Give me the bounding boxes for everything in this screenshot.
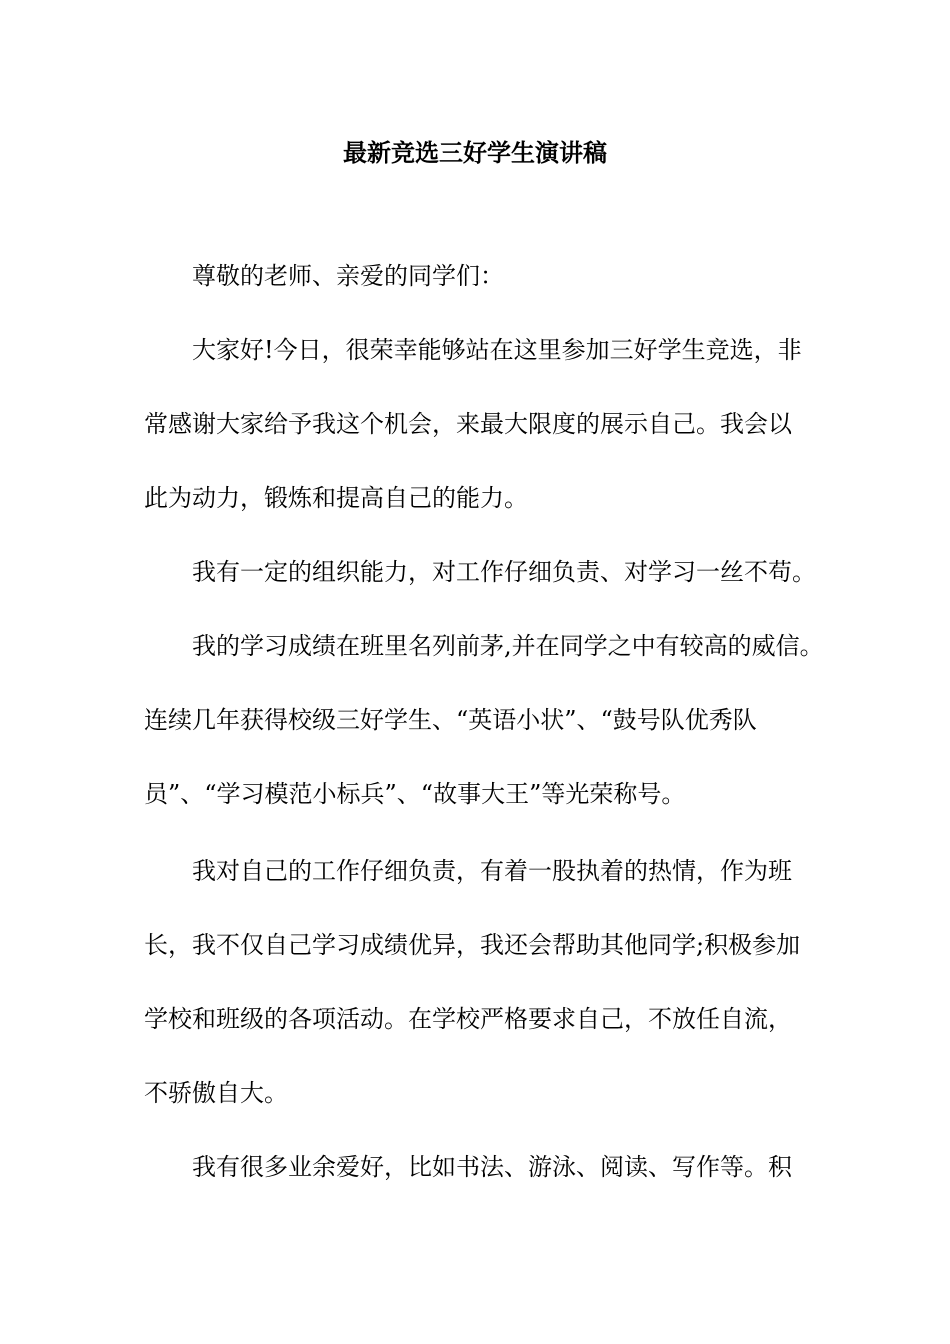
- body-line-13: 我有很多业余爱好，比如书法、游泳、阅读、写作等。积: [192, 1153, 792, 1181]
- body-line-10: 长，我不仅自己学习成绩优异，我还会帮助其他同学;积极参加: [144, 931, 801, 959]
- body-line-2: 大家好!今日，很荣幸能够站在这里参加三好学生竞选，非: [192, 336, 802, 364]
- body-line-4: 此为动力，锻炼和提高自己的能力。: [144, 484, 528, 512]
- body-line-9: 我对自己的工作仔细负责，有着一股执着的热情，作为班: [192, 857, 792, 885]
- body-line-11: 学校和班级的各项活动。在学校严格要求自己，不放任自流，: [144, 1005, 792, 1033]
- body-line-3: 常感谢大家给予我这个机会，来最大限度的展示自己。我会以: [144, 410, 792, 438]
- body-line-5: 我有一定的组织能力，对工作仔细负责、对学习一丝不苟。: [192, 558, 816, 586]
- body-line-8: 员”、“学习模范小标兵”、“故事大王”等光荣称号。: [144, 780, 686, 808]
- body-line-6: 我的学习成绩在班里名列前茅,并在同学之中有较高的威信。: [192, 632, 824, 660]
- body-line-12: 不骄傲自大。: [144, 1079, 288, 1107]
- body-line-1: 尊敬的老师、亲爱的同学们：: [192, 262, 504, 290]
- page-title: 最新竞选三好学生演讲稿: [343, 139, 607, 167]
- body-line-7: 连续几年获得校级三好学生、“英语小状”、“鼓号队优秀队: [144, 706, 757, 734]
